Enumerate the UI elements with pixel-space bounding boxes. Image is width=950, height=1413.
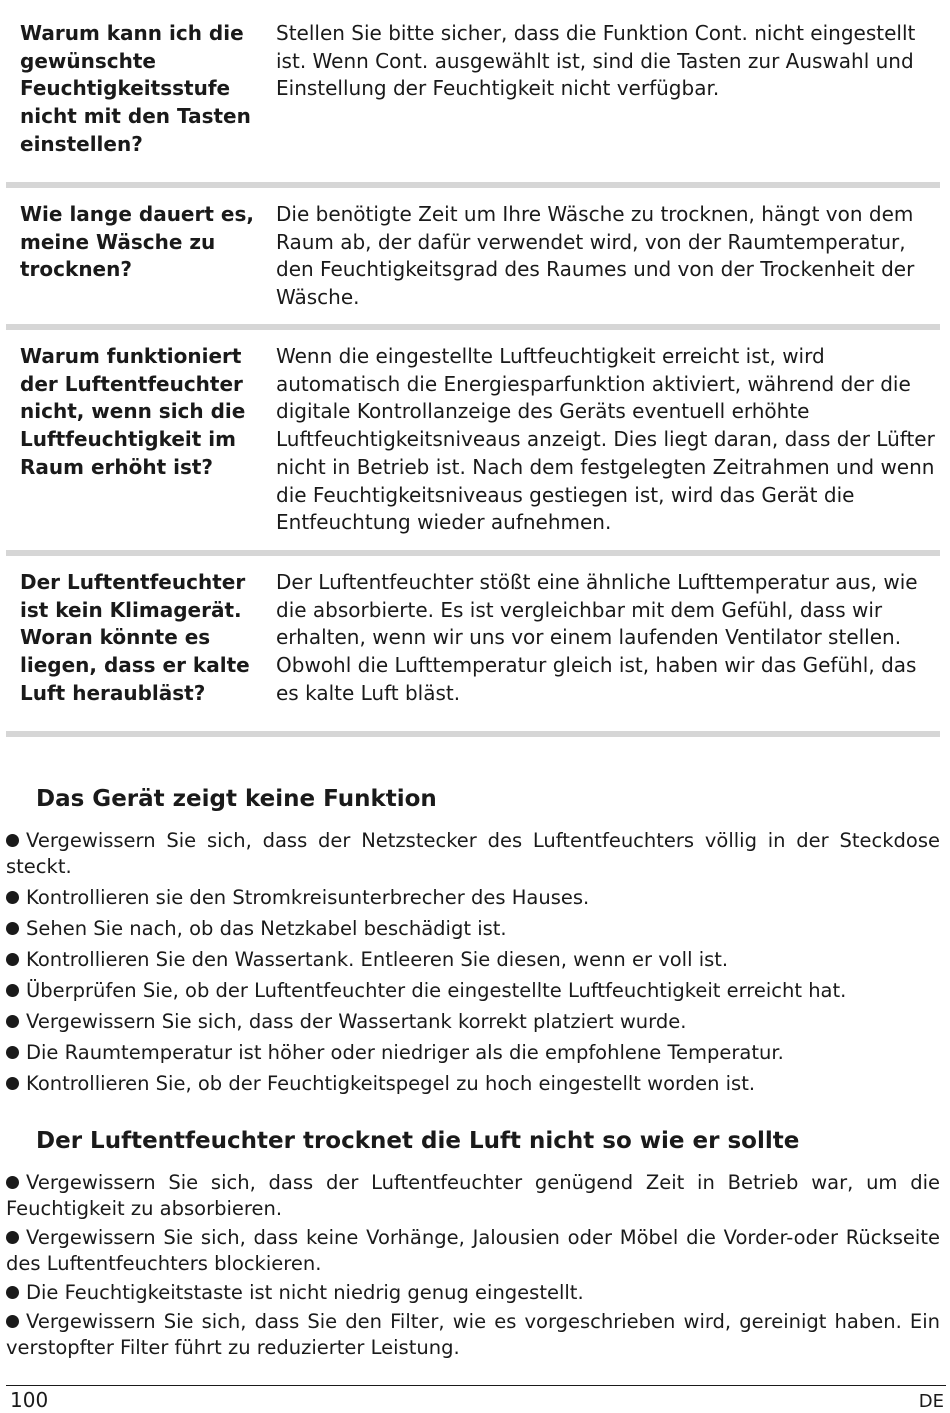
faq-divider	[6, 182, 940, 188]
list-item: Kontrollieren Sie den Wassertank. Entleeren Sie diesen, wenn er voll ist.	[6, 947, 940, 973]
faq-answer: Stellen Sie bitte sicher, dass die Funktion Cont. nicht eingestellt ist. Wenn Cont. ausgewählt ist, sind die Tasten zur Auswahl und Einstellung der Feuchtigkeit nicht verfügbar.	[276, 21, 916, 101]
list-item: Kontrollieren sie den Stromkreisunterbrecher des Hauses.	[6, 885, 940, 911]
faq-question: Warum kann ich die gewünschte Feuchtigkeitsstufe nicht mit den Tasten einstellen?	[20, 21, 251, 156]
faq-answer: Wenn die eingestellte Luftfeuchtigkeit erreicht ist, wird automatisch die Energiesparfunktion aktiviert, während der die digitale Kontrollanzeige des Geräts eventuell erhöhte Luftfeuchtigkeitsniveaus anzeigt. Dies liegt daran, dass der Lüfter nicht in Betrieb ist. Nach dem festgelegten Zeitrahmen und wenn die Feuchtigkeitsniveaus gestiegen ist, wird das Gerät die Entfeuchtung wieder aufnehmen.	[276, 344, 935, 535]
section-heading: Der Luftentfeuchter trocknet die Luft nicht so wie er sollte	[36, 1128, 800, 1154]
bullet-icon	[6, 1077, 19, 1090]
bullet-list	[6, 828, 940, 1102]
bullet-list	[6, 1170, 940, 1364]
list-item: Vergewissern Sie sich, dass der Wassertank korrekt platziert wurde.	[6, 1009, 940, 1035]
bullet-icon	[6, 953, 19, 966]
footer-rule	[6, 1385, 946, 1386]
list-item: Vergewissern Sie sich, dass Sie den Filter, wie es vorgeschrieben wird, gereinigt haben. Ein verstopfter Filter führt zu reduzierter Leistung.	[6, 1310, 940, 1359]
faq-divider	[6, 550, 940, 556]
bullet-icon	[6, 834, 19, 847]
bullet-icon	[6, 891, 19, 904]
faq-question: Warum funktioniert der Luftentfeuchter nicht, wenn sich die Luftfeuchtigkeit im Raum erhöht ist?	[20, 344, 246, 479]
list-item: Die Raumtemperatur ist höher oder niedriger als die empfohlene Temperatur.	[6, 1040, 940, 1066]
section-heading: Das Gerät zeigt keine Funktion	[36, 786, 437, 812]
faq-divider	[6, 731, 940, 737]
list-item: Kontrollieren Sie, ob der Feuchtigkeitspegel zu hoch eingestellt worden ist.	[6, 1071, 940, 1097]
bullet-icon	[6, 1286, 19, 1299]
list-item: Vergewissern Sie sich, dass keine Vorhänge, Jalousien oder Möbel die Vorder-oder Rückseite des Luftentfeuchters blockieren.	[6, 1226, 940, 1275]
list-item: Überprüfen Sie, ob der Luftentfeuchter die eingestellte Luftfeuchtigkeit erreicht hat.	[6, 978, 940, 1004]
faq-question: Der Luftentfeuchter ist kein Klimagerät. Woran könnte es liegen, dass er kalte Luft heraubläst?	[20, 570, 250, 705]
bullet-icon	[6, 1315, 19, 1328]
bullet-icon	[6, 922, 19, 935]
page-number: 100	[10, 1388, 49, 1412]
list-item: Vergewissern Sie sich, dass der Luftentfeuchter genügend Zeit in Betrieb war, um die Feuchtigkeit zu absorbieren.	[6, 1171, 940, 1220]
bullet-icon	[6, 1015, 19, 1028]
bullet-icon	[6, 1176, 19, 1189]
list-item: Vergewissern Sie sich, dass der Netzstecker des Luftentfeuchters völlig in der Steckdose steckt.	[6, 829, 940, 878]
faq-answer: Der Luftentfeuchter stößt eine ähnliche Lufttemperatur aus, wie die absorbierte. Es ist vergleichbar mit dem Gefühl, dass wir erhalten, wenn wir uns vor einem laufenden Ventilator stellen. Obwohl die Lufttemperatur gleich ist, haben wir das Gefühl, das es kalte Luft bläst.	[276, 570, 918, 705]
list-item: Die Feuchtigkeitstaste ist nicht niedrig genug eingestellt.	[6, 1280, 940, 1306]
bullet-icon	[6, 1046, 19, 1059]
language-code: DE	[918, 1391, 944, 1412]
bullet-icon	[6, 984, 19, 997]
faq-answer: Die benötigte Zeit um Ihre Wäsche zu trocknen, hängt von dem Raum ab, der dafür verwendet wird, von der Raumtemperatur, den Feuchtigkeitsgrad des Raumes und von der Trockenheit der Wäsche.	[276, 202, 915, 310]
faq-divider	[6, 324, 940, 330]
faq-question: Wie lange dauert es, meine Wäsche zu trocknen?	[20, 202, 254, 282]
bullet-icon	[6, 1231, 19, 1244]
list-item: Sehen Sie nach, ob das Netzkabel beschädigt ist.	[6, 916, 940, 942]
